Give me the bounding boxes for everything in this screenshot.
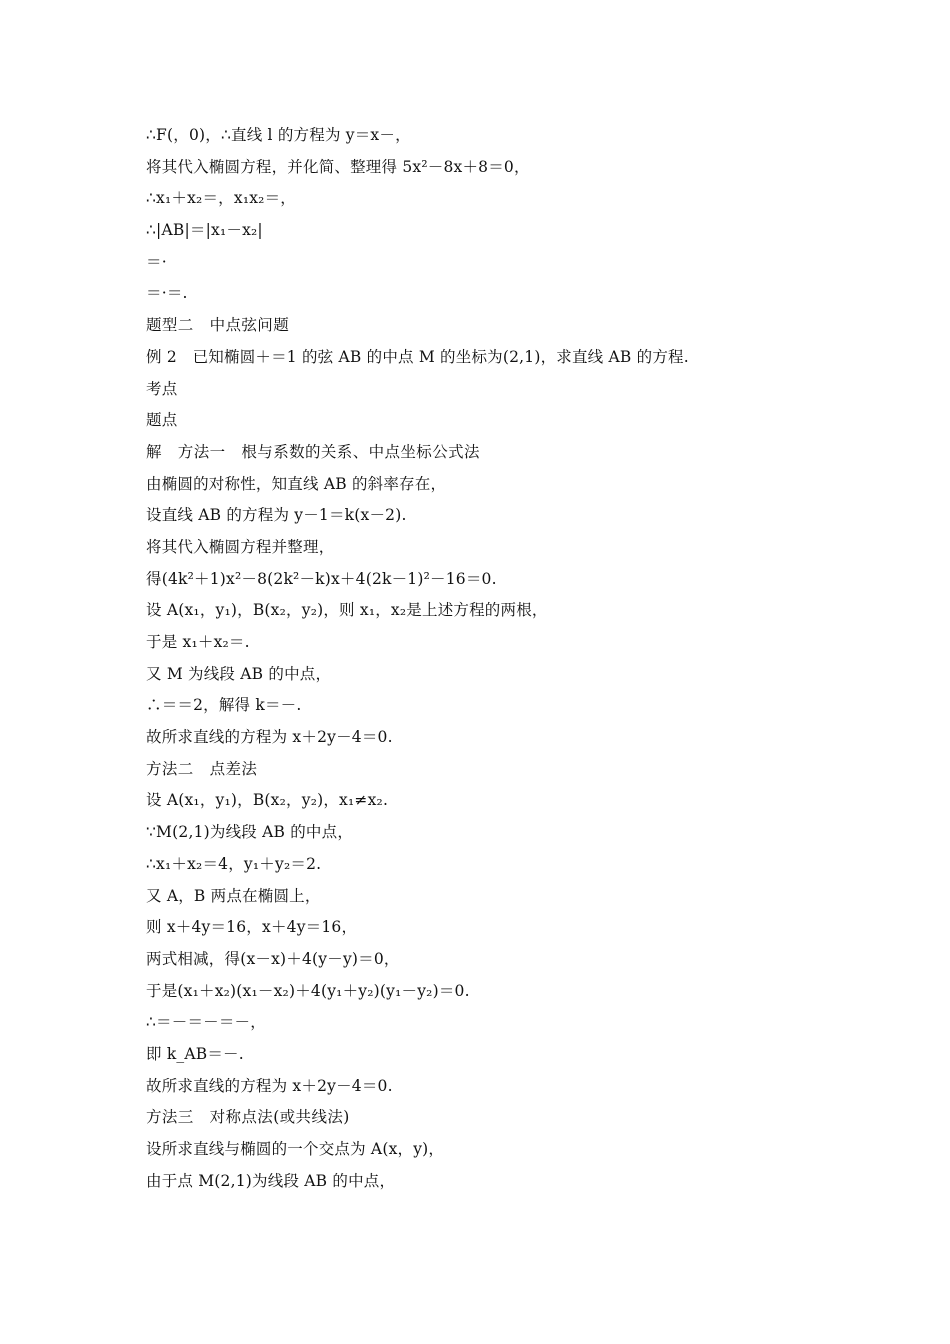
text-line: 由于点 M(2,1)为线段 AB 的中点，	[146, 1171, 396, 1190]
method-heading: 解 方法一 根与系数的关系、中点坐标公式法	[146, 442, 480, 461]
text-line: ∵M(2,1)为线段 AB 的中点，	[146, 823, 354, 842]
text-line: 将其代入椭圆方程并整理，	[146, 537, 335, 556]
text-line: 又 A，B 两点在椭圆上，	[146, 886, 321, 905]
text-line: 于是(x₁＋x₂)(x₁－x₂)＋4(y₁＋y₂)(y₁－y₂)＝0.	[146, 981, 470, 1000]
text-line: 设 A(x₁，y₁)，B(x₂，y₂)，则 x₁，x₂是上述方程的两根，	[146, 601, 548, 620]
text-line: ∴F(，0)，∴直线 l 的方程为 y＝x－，	[146, 126, 411, 144]
text-line: 得(4k²＋1)x²－8(2k²－k)x＋4(2k－1)²－16＝0.	[146, 569, 497, 588]
text-line: 故所求直线的方程为 x＋2y－4＝0.	[146, 728, 393, 747]
example-statement: 例 2 已知椭圆＋＝1 的弦 AB 的中点 M 的坐标为(2,1)，求直线 AB 的方程.	[146, 347, 689, 366]
section-heading: 题型二 中点弦问题	[146, 316, 290, 335]
text-line: 于是 x₁＋x₂＝.	[146, 633, 250, 651]
text-line: ∴x₁＋x₂＝4，y₁＋y₂＝2.	[146, 854, 322, 873]
text-line: 设 A(x₁，y₁)，B(x₂，y₂)，x₁≠x₂.	[146, 791, 389, 810]
text-line: 由椭圆的对称性，知直线 AB 的斜率存在，	[146, 474, 447, 493]
text-line: 将其代入椭圆方程，并化简、整理得 5x²－8x＋8＝0，	[146, 157, 530, 176]
text-line: ∴＝－＝－＝－，	[146, 1013, 266, 1032]
text-line: ＝·＝.	[146, 284, 188, 303]
text-line: 设直线 AB 的方程为 y－1＝k(x－2).	[146, 506, 407, 525]
method-heading: 方法二 点差法	[146, 759, 258, 778]
text-line: ∴＝＝2，解得 k＝－.	[146, 696, 302, 715]
text-line: 又 M 为线段 AB 的中点，	[146, 664, 332, 683]
text-line: 题点	[146, 411, 178, 430]
text-line: ∴x₁＋x₂＝，x₁x₂＝，	[146, 189, 296, 208]
text-line: 两式相减，得(x－x)＋4(y－y)＝0，	[146, 949, 400, 968]
text-line: 故所求直线的方程为 x＋2y－4＝0.	[146, 1076, 393, 1095]
text-line: 考点	[146, 379, 178, 398]
text-line: 设所求直线与椭圆的一个交点为 A(x，y)，	[146, 1140, 445, 1158]
text-line: ＝·	[146, 252, 167, 271]
method-heading: 方法三 对称点法(或共线法)	[146, 1108, 350, 1127]
text-line: 则 x＋4y＝16，x＋4y＝16，	[146, 918, 358, 937]
text-line: 即 k_AB＝－.	[146, 1044, 244, 1063]
text-line: ∴|AB|＝|x₁－x₂|	[146, 221, 263, 240]
document-body	[146, 120, 826, 1197]
